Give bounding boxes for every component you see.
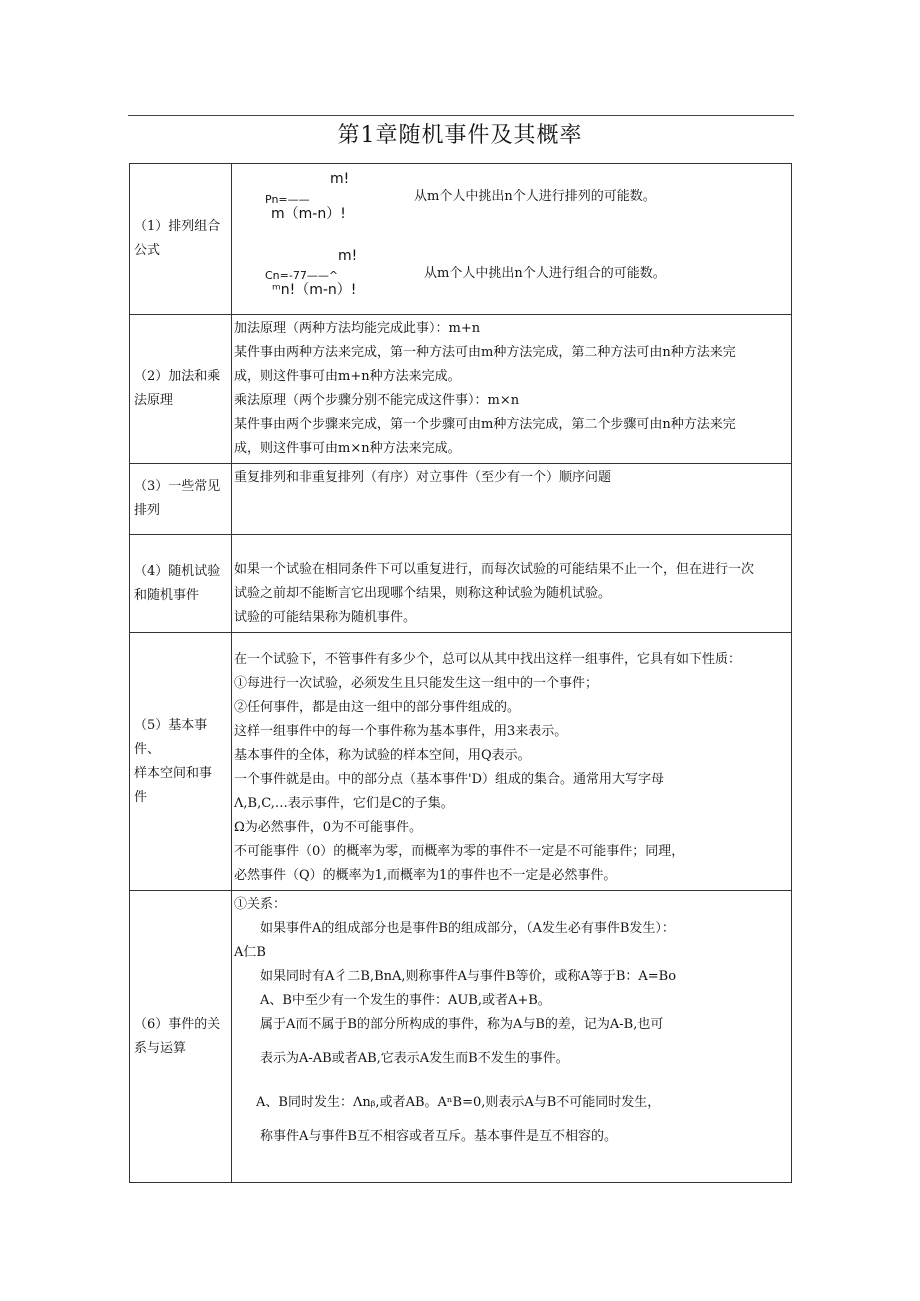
comb-denominator: ᵐn!（m-n）! xyxy=(272,282,357,298)
permutation-combination-formulas xyxy=(232,164,791,314)
row-content: 重复排列和非重复排列（有序）对立事件（至少有一个）顺序问题 xyxy=(232,464,792,535)
perm-numerator: m! xyxy=(330,171,350,187)
perm-lhs: Pn=—— xyxy=(265,193,310,206)
row-content: 在一个试验下，不管事件有多少个，总可以从其中找出这样一组事件，它具有如下性质： ①每进行一次试验，必须发生且只能发生这一组中的一个事件； ②任何事件，都是由这一组中的部分事件组成的。 这样一组事件中的每一个事件称为基本事件，用3来表示。 基本事件的全体，称为试验的样本空间，用Q表示。 一个事件就是由。中的部分点（基本事件'D）组成的集合。通常用大写字母 Λ,B,C,…表示事件，它们是C的子集。 Ω为必然事件，0为不可能事件。 不可能事件（0）的概率为零，而概率为零的事件不一定是不可能事件；同理， 必然事件（Q）的概率为1,而概率为1的事件也不一定是必然事件。 xyxy=(232,633,792,891)
table-row xyxy=(130,464,792,535)
row-label: （2）加法和乘 法原理 xyxy=(130,315,232,464)
comb-lhs: Cn=-77——^ xyxy=(265,269,339,282)
row-label: （3）一些常见 排列 xyxy=(130,464,232,535)
header-rule xyxy=(128,115,794,116)
row-label: （5）基本事件、 样本空间和事 件 xyxy=(130,633,232,891)
content-table xyxy=(129,163,792,1183)
perm-description: 从m个人中挑出n个人进行排列的可能数。 xyxy=(414,189,656,204)
table-row xyxy=(130,633,792,891)
comb-description: 从m个人中挑出n个人进行组合的可能数。 xyxy=(424,266,666,281)
row-label: （1）排列组合 公式 xyxy=(130,164,232,315)
table-row xyxy=(130,891,792,1183)
row-content xyxy=(232,164,792,315)
table-row xyxy=(130,315,792,464)
table-row xyxy=(130,164,792,315)
row-content: ①关系： 如果事件A的组成部分也是事件B的组成部分，（A发生必有事件B发生）： A仁B 如果同时有A彳二B,BnA,则称事件A与事件B等价，或称A等于B：A=Bo A、B中至少有一个发生的事件：AUB,或者A+B。 属于A而不属于B的部分所构成的事件，称为A与B的差，记为A-B,也可 表示为A-AB或者AB,它表示A发生而B不发生的事件。 A、B同时发生：Λnᵦ,或者AB。AⁿB=0,则表示A与B不可能同时发生， 称事件A与事件B互不相容或者互斥。基本事件是互不相容的。 xyxy=(232,891,792,1183)
perm-denominator: m（m-n）! xyxy=(271,206,346,222)
row-content: 加法原理（两种方法均能完成此事）：m+n 某件事由两种方法来完成，第一种方法可由m种方法完成，第二种方法可由n种方法来完 成，则这件事可由m+n种方法来完成。 乘法原理（两个步骤分别不能完成这件事）：m×n 某件事由两个步骤来完成，第一个步骤可由m种方法完成，第二个步骤可由n种方法来完 成，则这件事可由m×n种方法来完成。 xyxy=(232,315,792,464)
row-label: （6）事件的关 系与运算 xyxy=(130,891,232,1183)
row-label: （4）随机试验 和随机事件 xyxy=(130,535,232,633)
table-row xyxy=(130,535,792,633)
row-content: 如果一个试验在相同条件下可以重复进行，而每次试验的可能结果不止一个，但在进行一次 试验之前却不能断言它出现哪个结果，则称这种试验为随机试验。 试验的可能结果称为随机事件。 xyxy=(232,535,792,633)
page-title: 第1章随机事件及其概率 xyxy=(337,123,583,148)
comb-numerator: m! xyxy=(338,248,358,264)
